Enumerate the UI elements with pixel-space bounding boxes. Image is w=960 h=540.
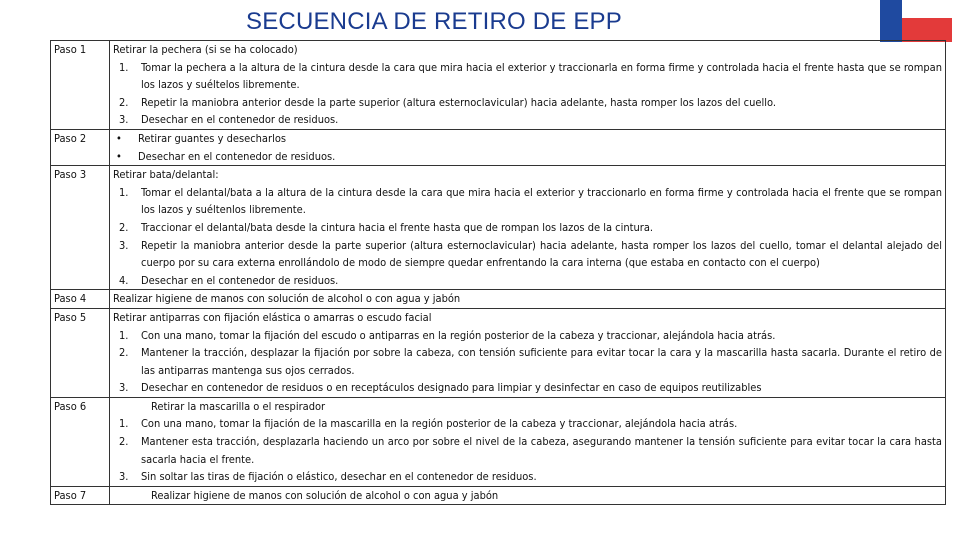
retiro-epp-table (50, 40, 946, 505)
paso-heading: Realizar higiene de manos con solución de alcohol o con agua y jabón (151, 488, 499, 502)
paso-row (51, 166, 946, 290)
paso-content (110, 290, 946, 309)
step-number: 4. (119, 273, 129, 287)
step-number: 3. (119, 381, 129, 395)
page-title: SECUENCIA DE RETIRO DE EPP (246, 8, 622, 35)
paso-step (113, 344, 942, 379)
step-text: Traccionar el delantal/bata desde la cintura hacia el frente hasta que de rompan los lazos de la cintura. (141, 220, 654, 234)
paso-label: Paso 3 (51, 166, 110, 290)
bullet-marker: • (116, 131, 122, 145)
step-text: Tomar la pechera a la altura de la cintura desde la cara que mira hacia el exterior y traccionarla en forma firme y controlada hacia el frente hasta que se rompan los lazos y suéltelos libremente. (141, 60, 942, 92)
step-text: Desechar en el contenedor de residuos. (141, 273, 339, 287)
paso-step (113, 237, 942, 272)
step-text: Desechar en el contenedor de residuos. (141, 113, 339, 127)
paso-step (113, 415, 942, 433)
paso-content (110, 308, 946, 397)
paso-step (113, 130, 942, 148)
paso-row (51, 397, 946, 486)
paso-content (110, 397, 946, 486)
paso-heading: Retirar la pechera (si se ha colocado) (113, 43, 298, 56)
paso-content (110, 166, 946, 290)
bullet-marker: • (116, 149, 122, 163)
step-text: Tomar el delantal/bata a la altura de la cintura desde la cara que mira hacia el exterior y traccionarlo en forma firme y controlada hacia el frente que se rompan los lazos y suéltenlos libremente. (141, 185, 942, 217)
paso-step (113, 219, 942, 237)
step-number: 2. (119, 95, 129, 109)
paso-step (113, 184, 942, 219)
paso-label: Paso 2 (51, 129, 110, 165)
step-text: Repetir la maniobra anterior desde la parte superior (altura esternoclavicular) hacia adelante, hasta romper los lazos del cuello. (141, 95, 776, 109)
paso-step (113, 272, 942, 290)
paso-step (113, 148, 942, 166)
step-number: 1. (119, 185, 129, 199)
paso-step (113, 111, 942, 129)
paso-row (51, 486, 946, 505)
step-text: Desechar en contenedor de residuos o en receptáculos designado para limpiar y desinfectar en caso de equipos reutilizables (141, 381, 762, 395)
flag-blue-band (880, 0, 902, 42)
step-number: 1. (119, 60, 129, 74)
paso-label: Paso 7 (51, 486, 110, 505)
paso-heading: Retirar bata/delantal: (113, 168, 219, 182)
step-number: 3. (119, 470, 129, 484)
paso-step (113, 94, 942, 112)
table-body (51, 41, 946, 505)
step-text: Mantener la tracción, desplazar la fijación por sobre la cabeza, con tensión suficiente para evitar tocar la cara y la mascarilla hasta sacarla. Durante el retiro de las antiparras mantenga sus ojos cerrados. (141, 346, 942, 377)
paso-heading: Realizar higiene de manos con solución de alcohol o con agua y jabón (113, 292, 461, 306)
paso-label: Paso 6 (51, 397, 110, 486)
paso-content (110, 486, 946, 505)
paso-step (113, 327, 942, 345)
step-number: 3. (119, 113, 129, 127)
paso-content (110, 41, 946, 130)
step-text: Con una mano, tomar la fijación del escudo o antiparras en la región posterior de la cabeza y traccionar, alejándola hacia atrás. (141, 328, 776, 342)
paso-heading: Retirar la mascarilla o el respirador (151, 399, 326, 413)
chile-flag-logo (880, 0, 952, 42)
paso-label: Paso 4 (51, 290, 110, 309)
step-number: 2. (119, 220, 129, 234)
step-text: Con una mano, tomar la fijación de la mascarilla en la región posterior de la cabeza y traccionar, alejándola hacia atrás. (141, 417, 738, 431)
paso-step (113, 59, 942, 94)
step-number: 2. (119, 346, 129, 360)
step-text: Repetir la maniobra anterior desde la parte superior (altura esternoclavicular) hacia adelante, hasta romper los lazos del cuello, tomar el delantal alejado del cuerpo por su cara externa enrollándolo de modo de siempre quedar enfrentando la cara interna (que estaba en contacto con el cuerpo) (141, 238, 942, 270)
paso-step (113, 468, 942, 486)
step-number: 2. (119, 435, 129, 449)
paso-label: Paso 5 (51, 308, 110, 397)
flag-white-band (902, 0, 952, 18)
step-number: 1. (119, 328, 129, 342)
step-text: Desechar en el contenedor de residuos. (138, 149, 336, 163)
paso-row (51, 290, 946, 309)
paso-row (51, 308, 946, 397)
paso-label: Paso 1 (51, 41, 110, 130)
step-text: Sin soltar las tiras de fijación o elástico, desechar en el contenedor de residuos. (141, 470, 537, 484)
paso-row (51, 41, 946, 130)
paso-heading: Retirar antiparras con fijación elástica o amarras o escudo facial (113, 310, 432, 324)
paso-row (51, 129, 946, 165)
paso-step (113, 433, 942, 468)
paso-step (113, 379, 942, 397)
step-text: Mantener esta tracción, desplazarla haciendo un arco por sobre el nivel de la cabeza, asegurando mantener la tensión suficiente para evitar tocar la cara hasta sacarla hacia el frente. (141, 435, 942, 466)
step-number: 3. (119, 238, 129, 252)
step-text: Retirar guantes y desecharlos (138, 131, 287, 145)
step-number: 1. (119, 417, 129, 431)
paso-content (110, 129, 946, 165)
